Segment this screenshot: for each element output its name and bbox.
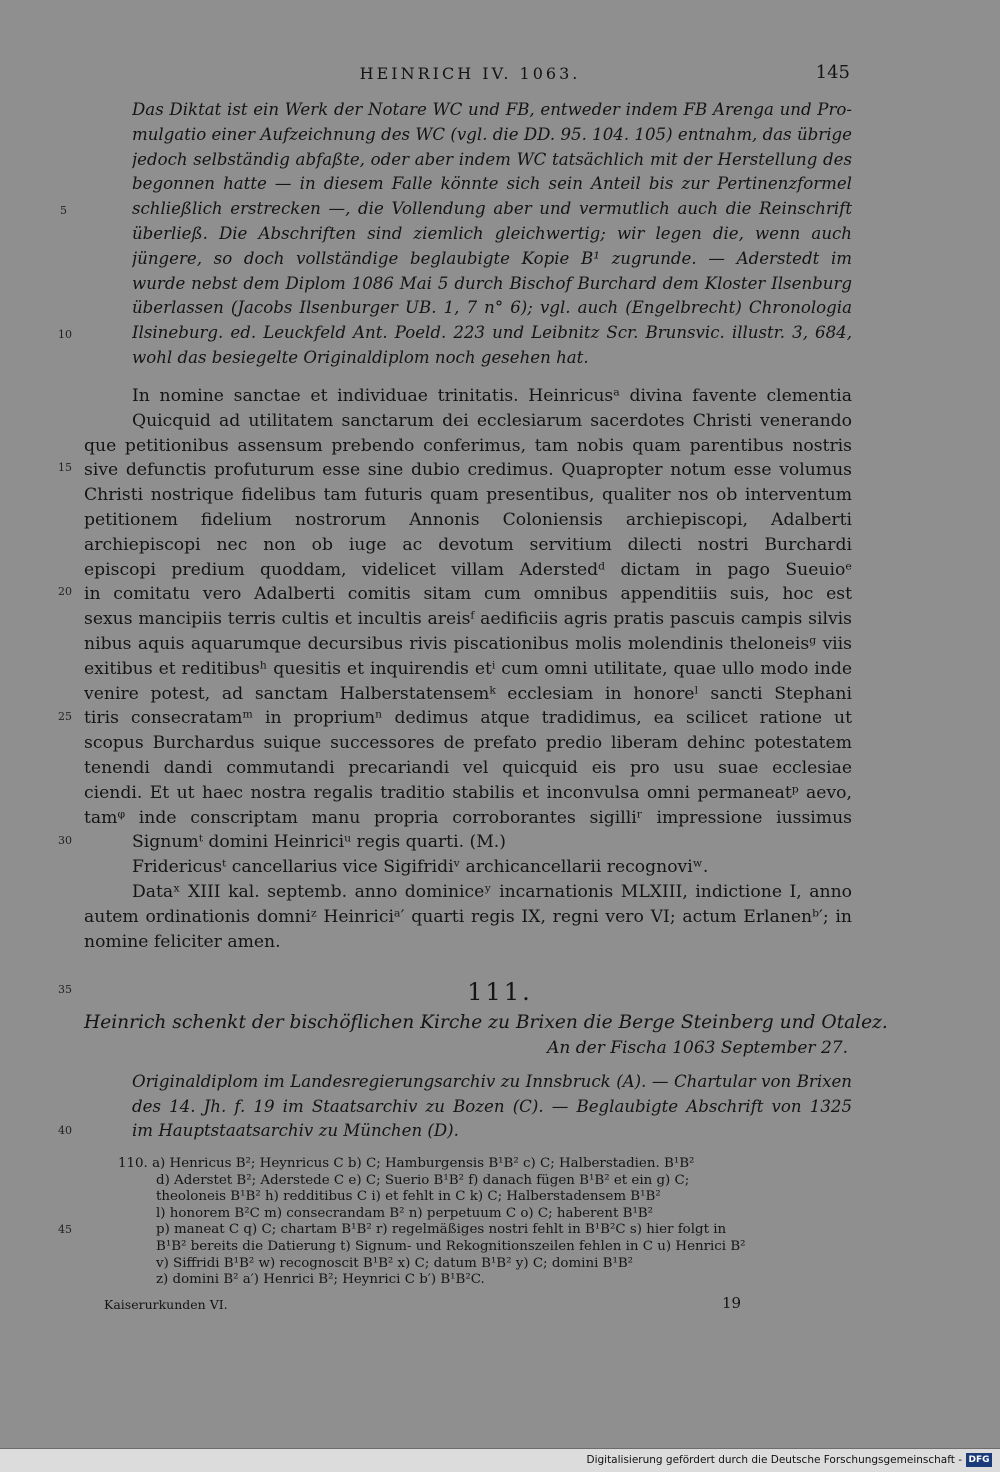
intro-line: wohl das besiegelte Originaldiplom noch gesehen hat.: [132, 347, 589, 367]
document-title: Heinrich schenkt der bischöflichen Kirche zu Brixen die Berge Steinberg und Otalez.: [84, 1012, 888, 1033]
footnote-line: 110. a) Henricus B²; Heynricus C b) C; Hamburgensis B¹B² c) C; Halberstadien. B¹B²: [118, 1156, 695, 1171]
line-number: 25: [58, 710, 72, 723]
document-number: 111.: [467, 978, 533, 1006]
intro-line: wurde nebst dem Diplom 1086 Mai 5 durch Bischof Burchard dem Kloster Ilsenburg: [132, 273, 852, 293]
tradition-line: des 14. Jh. f. 19 im Staatsarchiv zu Bozen (C). — Beglaubigte Abschrift von 1325: [132, 1096, 852, 1116]
text-line: exitibus et reditibusʰ quesitis et inquirendis etⁱ cum omni utilitate, quae ullo modo inde: [84, 658, 852, 679]
dating-line: Dataˣ XIII kal. septemb. anno dominiceʸ incarnationis MLXIII, indictione I, anno: [132, 881, 852, 902]
page-number: 145: [815, 62, 850, 83]
text-line: archiepiscopi nec non ob iuge ac devotum servitium dilecti nostri Burchardi: [84, 534, 852, 555]
dating-line: autem ordinationis domniᶻ Heinriciᵃ′ quarti regis IX, regni vero VI; actum Erlanenᵇ′; in: [84, 906, 852, 927]
intro-line: jedoch selbständig abfaßte, oder aber indem WC tatsächlich mit der Herstellung des: [132, 149, 852, 169]
text-line: venire potest, ad sanctam Halberstatensemᵏ ecclesiam in honoreˡ sancti Stephani: [84, 683, 852, 704]
line-number: 40: [58, 1124, 72, 1137]
intro-line: überlassen (Jacobs Ilsenburger UB. 1, 7 n° 6); vgl. auch (Engelbrecht) Chronologia: [132, 298, 852, 318]
line-number: 45: [58, 1223, 72, 1236]
tradition-line: Originaldiplom im Landesregierungsarchiv zu Innsbruck (A). — Chartular von Brixen: [132, 1072, 852, 1091]
text-line: Quicquid ad utilitatem sanctarum dei ecclesiarum sacerdotes Christi venerando: [132, 410, 852, 431]
text-line: tenendi dandi commutandi precariandi vel quicquid eis pro usu suae ecclesiae: [84, 757, 852, 778]
text-line: petitionem fidelium nostrorum Annonis Coloniensis archiepiscopi, Adalberti: [84, 509, 852, 530]
credit-text: Digitalisierung gefördert durch die Deutsche Forschungsgemeinschaft -: [586, 1454, 962, 1466]
footnotes: [118, 1156, 852, 1289]
dating-line: nomine feliciter amen.: [84, 931, 281, 952]
footnote-line: l) honorem B²C m) consecrandam B² n) perpetuum C o) C; haberent B¹B²: [156, 1205, 654, 1221]
charter-text: [84, 384, 852, 954]
text-line: ciendi. Et ut haec nostra regalis traditio stabilis et inconvulsa omni permaneatᵖ aevo,: [84, 782, 852, 803]
intro-line: begonnen hatte — in diesem Falle könnte sich sein Anteil bis zur Pertinenzformel: [132, 174, 852, 194]
footnote-line: d) Aderstet B²; Aderstede C e) C; Suerio B¹B² f) danach fügen B¹B² et ein g) C;: [156, 1172, 690, 1188]
footnote-line: z) domini B² a′) Henrici B²; Heynrici C b′) B¹B²C.: [156, 1272, 485, 1288]
text-line: tamᵠ inde conscriptam manu propria corroborantes sigilliʳ impressione iussimus: [84, 807, 852, 828]
footnote-line: v) Siffridi B¹B² w) recognoscit B¹B² x) C; datum B¹B² y) C; domini B¹B²: [156, 1255, 634, 1271]
intro-line: jüngere, so doch vollständige beglaubigte Kopie B¹ zugrunde. — Aderstedt im: [132, 248, 852, 268]
tradition-line: im Hauptstaatsarchiv zu München (D).: [132, 1121, 459, 1141]
text-line: episcopi predium quoddam, videlicet villam Aderstedᵈ dictam in pago Sueuioᵉ: [84, 559, 852, 580]
dfg-logo-icon: DFG: [966, 1453, 992, 1467]
intro-line: Ilsineburg. ed. Leuckfeld Ant. Poeld. 223 und Leibnitz Scr. Brunsvic. illustr. 3, 684,: [132, 323, 852, 343]
footer-sheet-number: 19: [722, 1294, 742, 1312]
text-line: tiris consecratamᵐ in propriumⁿ dedimus atque tradidimus, ea scilicet ratione ut: [84, 708, 852, 729]
line-number: 5: [60, 204, 67, 217]
line-number: 10: [58, 328, 72, 341]
text-line: in comitatu vero Adalberti comitis sitam cum omnibus appenditiis suis, hoc est: [84, 584, 852, 605]
page-header: [90, 62, 850, 88]
text-line: Christi nostrique fidelibus tam futuris quam presentibus, qualiter nos ob interventum: [84, 485, 852, 506]
line-number: 20: [58, 585, 72, 598]
recognition-line: Fridericusᵗ cancellarius vice Sigifridiᵛ archicancellarii recognoviʷ.: [132, 857, 709, 878]
running-title: HEINRICH IV. 1063.: [359, 64, 581, 83]
text-line: scopus Burchardus suique successores de prefato predio liberam dehinc potestatem: [84, 733, 852, 754]
text-line: sive defunctis profuturum esse sine dubio credimus. Quapropter notum esse volumus: [84, 460, 852, 481]
intro-line: überließ. Die Abschriften sind ziemlich gleichwertig; wir legen die, wenn auch: [132, 223, 852, 243]
footnote-line: theoloneis B¹B² h) redditibus C i) et fehlt in C k) C; Halberstadensem B¹B²: [156, 1189, 661, 1205]
signum-line: Signumᵗ domini Heinriciᵘ regis quarti. (M.): [132, 832, 506, 853]
document-tradition: [132, 1070, 852, 1144]
intro-line: Das Diktat ist ein Werk der Notare WC und FB, entweder indem FB Arenga und Pro-: [132, 100, 852, 119]
text-line: nibus aquis aquarumque decursibus rivis piscationibus molis molendinis theloneisᵍ viis: [84, 633, 852, 654]
intro-line: schließlich erstrecken —, die Vollendung aber und vermutlich auch die Reinschrift: [132, 199, 852, 219]
footnote-line: B¹B² bereits die Datierung t) Signum- und Rekognitionszeilen fehlen in C u) Henrici B²: [156, 1238, 746, 1254]
text-line: que petitionibus assensum prebendo conferimus, tam nobis quam parentibus nostris: [84, 435, 852, 456]
document-date: An der Fischa 1063 September 27.: [547, 1038, 848, 1058]
intro-line: mulgatio einer Aufzeichnung des WC (vgl. die DD. 95. 104. 105) entnahm, das übrige: [132, 124, 852, 144]
line-number: 35: [58, 983, 72, 996]
credit-band: [0, 1448, 1000, 1472]
line-number: 30: [58, 834, 72, 847]
footnote-line: p) maneat C q) C; chartam B¹B² r) regelmäßiges nostri fehlt in B¹B²C s) hier folgt in: [156, 1222, 727, 1238]
intro-commentary: [132, 98, 852, 371]
text-line: sexus mancipiis terris cultis et incultis areisᶠ aedificiis agris pratis pascuis campis silvis: [84, 609, 852, 630]
text-line: In nomine sanctae et individuae trinitatis. Heinricusᵃ divina favente clementia: [132, 386, 852, 406]
line-number: 15: [58, 461, 72, 474]
footer-series-title: Kaiserurkunden VI.: [104, 1297, 228, 1312]
